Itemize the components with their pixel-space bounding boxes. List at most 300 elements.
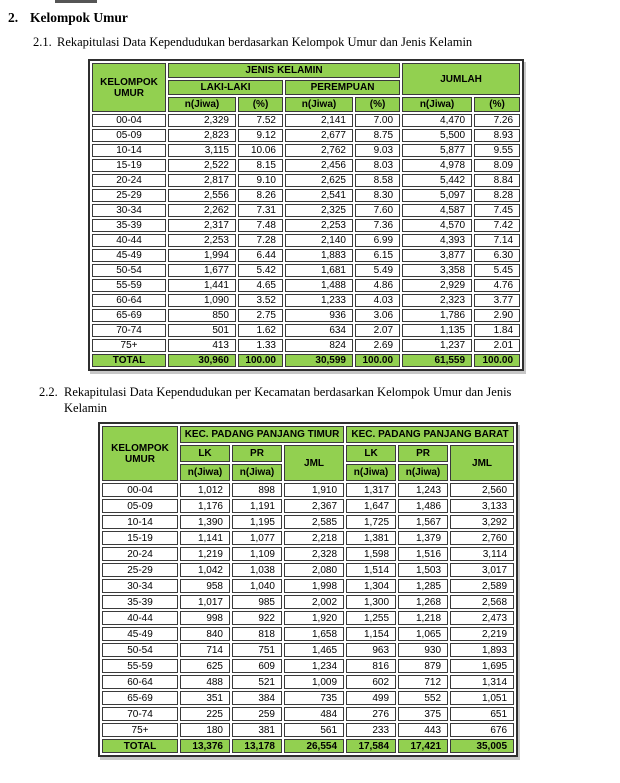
value-cell: 1,065	[398, 627, 448, 641]
value-cell: 1,051	[450, 691, 514, 705]
value-cell: 2,323	[402, 294, 472, 307]
age-group-cell: 10-14	[92, 144, 166, 157]
value-cell: 1,237	[402, 339, 472, 352]
value-cell: 9.03	[355, 144, 400, 157]
value-cell: 7.36	[355, 219, 400, 232]
value-cell: 1,516	[398, 547, 448, 561]
value-cell: 1,998	[284, 579, 344, 593]
header-kec-timur: KEC. PADANG PANJANG TIMUR	[180, 426, 344, 443]
header-pr: PR	[232, 445, 282, 462]
age-group-cell: 20-24	[92, 174, 166, 187]
age-group-cell: 00-04	[92, 114, 166, 127]
age-group-cell: 55-59	[92, 279, 166, 292]
value-cell: 2.01	[474, 339, 520, 352]
value-cell: 2.07	[355, 324, 400, 337]
value-cell: 1,994	[168, 249, 236, 262]
table1-total-row	[92, 354, 520, 367]
value-cell: 1,677	[168, 264, 236, 277]
value-cell: 1,486	[398, 499, 448, 513]
value-cell: 7.26	[474, 114, 520, 127]
value-cell: 499	[346, 691, 396, 705]
table-row	[102, 627, 514, 641]
total-cell: 100.00	[474, 354, 520, 367]
age-group-cell: 60-64	[92, 294, 166, 307]
value-cell: 676	[450, 723, 514, 737]
value-cell: 1,109	[232, 547, 282, 561]
value-cell: 10.06	[238, 144, 283, 157]
value-cell: 651	[450, 707, 514, 721]
value-cell: 276	[346, 707, 396, 721]
value-cell: 714	[180, 643, 230, 657]
value-cell: 4.86	[355, 279, 400, 292]
value-cell: 6.15	[355, 249, 400, 262]
value-cell: 4,978	[402, 159, 472, 172]
table-row	[102, 595, 514, 609]
value-cell: 1,488	[285, 279, 353, 292]
total-cell: 61,559	[402, 354, 472, 367]
value-cell: 5.49	[355, 264, 400, 277]
value-cell: 840	[180, 627, 230, 641]
value-cell: 7.31	[238, 204, 283, 217]
value-cell: 7.00	[355, 114, 400, 127]
table-rekapitulasi-umur	[88, 59, 524, 371]
value-cell: 2,141	[285, 114, 353, 127]
value-cell: 958	[180, 579, 230, 593]
subsection-title: Rekapitulasi Data Kependudukan per Kecamatan berdasarkan Kelompok Umur dan Jenis Kelamin	[64, 385, 512, 415]
header-jumlah: JUMLAH	[402, 63, 520, 95]
subsection-number: 2.1.	[33, 34, 52, 49]
value-cell: 936	[285, 309, 353, 322]
value-cell: 1,176	[180, 499, 230, 513]
value-cell: 2,262	[168, 204, 236, 217]
value-cell: 7.52	[238, 114, 283, 127]
value-cell: 413	[168, 339, 236, 352]
table-row	[102, 691, 514, 705]
value-cell: 1,042	[180, 563, 230, 577]
value-cell: 3,114	[450, 547, 514, 561]
header-laki-laki: LAKI-LAKI	[168, 80, 283, 95]
value-cell: 4,393	[402, 234, 472, 247]
value-cell: 8.09	[474, 159, 520, 172]
value-cell: 561	[284, 723, 344, 737]
total-cell: 17,584	[346, 739, 396, 753]
value-cell: 3,292	[450, 515, 514, 529]
value-cell: 2,329	[168, 114, 236, 127]
age-group-cell: 60-64	[102, 675, 178, 689]
value-cell: 751	[232, 643, 282, 657]
age-group-cell: 05-09	[92, 129, 166, 142]
value-cell: 4,570	[402, 219, 472, 232]
value-cell: 8.28	[474, 189, 520, 202]
value-cell: 180	[180, 723, 230, 737]
value-cell: 9.12	[238, 129, 283, 142]
value-cell: 824	[285, 339, 353, 352]
value-cell: 2,456	[285, 159, 353, 172]
value-cell: 1,441	[168, 279, 236, 292]
table-row	[92, 189, 520, 202]
subsection-heading-21	[33, 35, 620, 51]
value-cell: 1,255	[346, 611, 396, 625]
value-cell: 922	[232, 611, 282, 625]
table-row	[92, 294, 520, 307]
value-cell: 552	[398, 691, 448, 705]
value-cell: 2,522	[168, 159, 236, 172]
value-cell: 8.15	[238, 159, 283, 172]
value-cell: 1,695	[450, 659, 514, 673]
value-cell: 1,681	[285, 264, 353, 277]
value-cell: 7.14	[474, 234, 520, 247]
value-cell: 5.42	[238, 264, 283, 277]
value-cell: 1.84	[474, 324, 520, 337]
value-cell: 7.60	[355, 204, 400, 217]
table-row	[92, 309, 520, 322]
value-cell: 2,002	[284, 595, 344, 609]
value-cell: 443	[398, 723, 448, 737]
age-group-cell: 75+	[92, 339, 166, 352]
age-group-cell: 05-09	[102, 499, 178, 513]
value-cell: 3,133	[450, 499, 514, 513]
value-cell: 1,038	[232, 563, 282, 577]
value-cell: 501	[168, 324, 236, 337]
header-perempuan: PEREMPUAN	[285, 80, 400, 95]
header-jml: JML	[284, 445, 344, 481]
value-cell: 6.30	[474, 249, 520, 262]
total-cell: 13,178	[232, 739, 282, 753]
value-cell: 259	[232, 707, 282, 721]
section-number: 2.	[8, 10, 19, 25]
value-cell: 1,920	[284, 611, 344, 625]
value-cell: 1,017	[180, 595, 230, 609]
value-cell: 3,358	[402, 264, 472, 277]
age-group-cell: 50-54	[92, 264, 166, 277]
value-cell: 375	[398, 707, 448, 721]
table-row	[92, 219, 520, 232]
section-title: Kelompok Umur	[30, 10, 128, 25]
age-group-cell: 45-49	[92, 249, 166, 262]
value-cell: 1,598	[346, 547, 396, 561]
table1-header	[92, 63, 520, 112]
header-kelompok-umur: KELOMPOK UMUR	[92, 63, 166, 112]
table2-body	[102, 483, 514, 737]
value-cell: 1,465	[284, 643, 344, 657]
value-cell: 7.28	[238, 234, 283, 247]
value-cell: 1,379	[398, 531, 448, 545]
value-cell: 2,677	[285, 129, 353, 142]
value-cell: 898	[232, 483, 282, 497]
table-row	[102, 675, 514, 689]
value-cell: 609	[232, 659, 282, 673]
total-cell: 30,960	[168, 354, 236, 367]
value-cell: 7.48	[238, 219, 283, 232]
value-cell: 1,009	[284, 675, 344, 689]
value-cell: 712	[398, 675, 448, 689]
value-cell: 1,012	[180, 483, 230, 497]
total-row	[92, 354, 520, 367]
table-row	[102, 611, 514, 625]
value-cell: 2,560	[450, 483, 514, 497]
value-cell: 2,367	[284, 499, 344, 513]
table-row	[92, 159, 520, 172]
header-lk: LK	[346, 445, 396, 462]
value-cell: 484	[284, 707, 344, 721]
value-cell: 351	[180, 691, 230, 705]
age-group-cell: 45-49	[102, 627, 178, 641]
section-heading	[8, 10, 620, 26]
value-cell: 8.30	[355, 189, 400, 202]
value-cell: 233	[346, 723, 396, 737]
value-cell: 2,473	[450, 611, 514, 625]
value-cell: 2,762	[285, 144, 353, 157]
age-group-cell: 30-34	[102, 579, 178, 593]
value-cell: 1.33	[238, 339, 283, 352]
header-n-jiwa: n(Jiwa)	[232, 464, 282, 481]
total-label: TOTAL	[92, 354, 166, 367]
value-cell: 4.03	[355, 294, 400, 307]
value-cell: 2,140	[285, 234, 353, 247]
table-row	[92, 174, 520, 187]
header-jml: JML	[450, 445, 514, 481]
table1-body	[92, 114, 520, 352]
table-rekapitulasi-kecamatan	[98, 422, 518, 757]
table-row	[92, 279, 520, 292]
age-group-cell: 30-34	[92, 204, 166, 217]
value-cell: 3,115	[168, 144, 236, 157]
value-cell: 2,219	[450, 627, 514, 641]
value-cell: 2,253	[285, 219, 353, 232]
value-cell: 1,503	[398, 563, 448, 577]
value-cell: 8.03	[355, 159, 400, 172]
age-group-cell: 40-44	[102, 611, 178, 625]
table-row	[92, 129, 520, 142]
value-cell: 998	[180, 611, 230, 625]
value-cell: 1,314	[450, 675, 514, 689]
value-cell: 2.69	[355, 339, 400, 352]
value-cell: 2,625	[285, 174, 353, 187]
value-cell: 2,541	[285, 189, 353, 202]
header-n-jiwa: n(Jiwa)	[180, 464, 230, 481]
age-group-cell: 25-29	[102, 563, 178, 577]
value-cell: 1,285	[398, 579, 448, 593]
value-cell: 4,587	[402, 204, 472, 217]
header-pr: PR	[398, 445, 448, 462]
value-cell: 5,500	[402, 129, 472, 142]
header-pct: (%)	[355, 97, 400, 112]
value-cell: 384	[232, 691, 282, 705]
header-n-jiwa: n(Jiwa)	[402, 97, 472, 112]
value-cell: 816	[346, 659, 396, 673]
table-row	[92, 234, 520, 247]
value-cell: 818	[232, 627, 282, 641]
value-cell: 3.77	[474, 294, 520, 307]
value-cell: 1,883	[285, 249, 353, 262]
value-cell: 930	[398, 643, 448, 657]
value-cell: 4.76	[474, 279, 520, 292]
value-cell: 2,585	[284, 515, 344, 529]
header-kelompok-umur: KELOMPOK UMUR	[102, 426, 178, 481]
subsection-number: 2.2.	[39, 385, 58, 400]
table-row	[92, 204, 520, 217]
value-cell: 2,080	[284, 563, 344, 577]
subsection-heading-22	[39, 385, 620, 416]
value-cell: 1,040	[232, 579, 282, 593]
value-cell: 9.55	[474, 144, 520, 157]
header-kec-barat: KEC. PADANG PANJANG BARAT	[346, 426, 514, 443]
value-cell: 3.52	[238, 294, 283, 307]
age-group-cell: 40-44	[92, 234, 166, 247]
table-row	[92, 144, 520, 157]
value-cell: 8.75	[355, 129, 400, 142]
table-row	[102, 483, 514, 497]
header-pct: (%)	[474, 97, 520, 112]
value-cell: 2,568	[450, 595, 514, 609]
table-row	[102, 531, 514, 545]
value-cell: 1,304	[346, 579, 396, 593]
table-row	[92, 249, 520, 262]
total-label: TOTAL	[102, 739, 178, 753]
value-cell: 850	[168, 309, 236, 322]
value-cell: 7.45	[474, 204, 520, 217]
value-cell: 1,893	[450, 643, 514, 657]
value-cell: 1,077	[232, 531, 282, 545]
table-row	[102, 707, 514, 721]
value-cell: 2,760	[450, 531, 514, 545]
total-cell: 100.00	[238, 354, 283, 367]
value-cell: 4.65	[238, 279, 283, 292]
value-cell: 4,470	[402, 114, 472, 127]
value-cell: 1,218	[398, 611, 448, 625]
age-group-cell: 75+	[102, 723, 178, 737]
value-cell: 2,556	[168, 189, 236, 202]
age-group-cell: 15-19	[92, 159, 166, 172]
value-cell: 2.75	[238, 309, 283, 322]
table2-total-row	[102, 739, 514, 753]
value-cell: 1,154	[346, 627, 396, 641]
cropped-content-artifact	[55, 0, 97, 3]
age-group-cell: 20-24	[102, 547, 178, 561]
age-group-cell: 15-19	[102, 531, 178, 545]
table-row	[92, 114, 520, 127]
age-group-cell: 70-74	[102, 707, 178, 721]
table-row	[102, 563, 514, 577]
value-cell: 2,328	[284, 547, 344, 561]
value-cell: 1,647	[346, 499, 396, 513]
value-cell: 5,097	[402, 189, 472, 202]
value-cell: 1,243	[398, 483, 448, 497]
value-cell: 225	[180, 707, 230, 721]
value-cell: 1,514	[346, 563, 396, 577]
age-group-cell: 00-04	[102, 483, 178, 497]
value-cell: 3,877	[402, 249, 472, 262]
value-cell: 1,233	[285, 294, 353, 307]
value-cell: 1,090	[168, 294, 236, 307]
value-cell: 1,268	[398, 595, 448, 609]
value-cell: 8.26	[238, 189, 283, 202]
value-cell: 1,191	[232, 499, 282, 513]
header-jenis-kelamin: JENIS KELAMIN	[168, 63, 400, 78]
value-cell: 5.45	[474, 264, 520, 277]
value-cell: 1,135	[402, 324, 472, 337]
total-cell: 17,421	[398, 739, 448, 753]
header-n-jiwa: n(Jiwa)	[285, 97, 353, 112]
table-row	[102, 579, 514, 593]
value-cell: 1,658	[284, 627, 344, 641]
value-cell: 1.62	[238, 324, 283, 337]
value-cell: 2,325	[285, 204, 353, 217]
table-row	[92, 324, 520, 337]
value-cell: 8.93	[474, 129, 520, 142]
total-cell: 100.00	[355, 354, 400, 367]
value-cell: 7.42	[474, 219, 520, 232]
value-cell: 8.84	[474, 174, 520, 187]
value-cell: 1,234	[284, 659, 344, 673]
value-cell: 1,725	[346, 515, 396, 529]
age-group-cell: 65-69	[92, 309, 166, 322]
value-cell: 1,219	[180, 547, 230, 561]
total-cell: 26,554	[284, 739, 344, 753]
value-cell: 1,381	[346, 531, 396, 545]
header-n-jiwa: n(Jiwa)	[346, 464, 396, 481]
table-row	[102, 723, 514, 737]
value-cell: 6.44	[238, 249, 283, 262]
value-cell: 1,141	[180, 531, 230, 545]
value-cell: 8.58	[355, 174, 400, 187]
age-group-cell: 70-74	[92, 324, 166, 337]
header-pct: (%)	[238, 97, 283, 112]
value-cell: 2,589	[450, 579, 514, 593]
total-cell: 30,599	[285, 354, 353, 367]
table-row	[102, 515, 514, 529]
table-row	[102, 659, 514, 673]
table-row	[92, 264, 520, 277]
value-cell: 1,390	[180, 515, 230, 529]
value-cell: 1,910	[284, 483, 344, 497]
header-n-jiwa: n(Jiwa)	[398, 464, 448, 481]
value-cell: 2,817	[168, 174, 236, 187]
value-cell: 1,317	[346, 483, 396, 497]
value-cell: 2,929	[402, 279, 472, 292]
value-cell: 625	[180, 659, 230, 673]
value-cell: 2,218	[284, 531, 344, 545]
age-group-cell: 55-59	[102, 659, 178, 673]
value-cell: 602	[346, 675, 396, 689]
value-cell: 5,442	[402, 174, 472, 187]
total-row	[102, 739, 514, 753]
header-lk: LK	[180, 445, 230, 462]
value-cell: 488	[180, 675, 230, 689]
value-cell: 1,195	[232, 515, 282, 529]
age-group-cell: 50-54	[102, 643, 178, 657]
value-cell: 735	[284, 691, 344, 705]
value-cell: 1,786	[402, 309, 472, 322]
subsection-title: Rekapitulasi Data Kependudukan berdasarkan Kelompok Umur dan Jenis Kelamin	[57, 34, 473, 49]
age-group-cell: 10-14	[102, 515, 178, 529]
value-cell: 6.99	[355, 234, 400, 247]
table-row	[102, 643, 514, 657]
total-cell: 35,005	[450, 739, 514, 753]
value-cell: 381	[232, 723, 282, 737]
age-group-cell: 25-29	[92, 189, 166, 202]
age-group-cell: 35-39	[102, 595, 178, 609]
value-cell: 2,317	[168, 219, 236, 232]
value-cell: 963	[346, 643, 396, 657]
header-n-jiwa: n(Jiwa)	[168, 97, 236, 112]
age-group-cell: 35-39	[92, 219, 166, 232]
value-cell: 521	[232, 675, 282, 689]
value-cell: 985	[232, 595, 282, 609]
value-cell: 3.06	[355, 309, 400, 322]
value-cell: 2.90	[474, 309, 520, 322]
value-cell: 879	[398, 659, 448, 673]
